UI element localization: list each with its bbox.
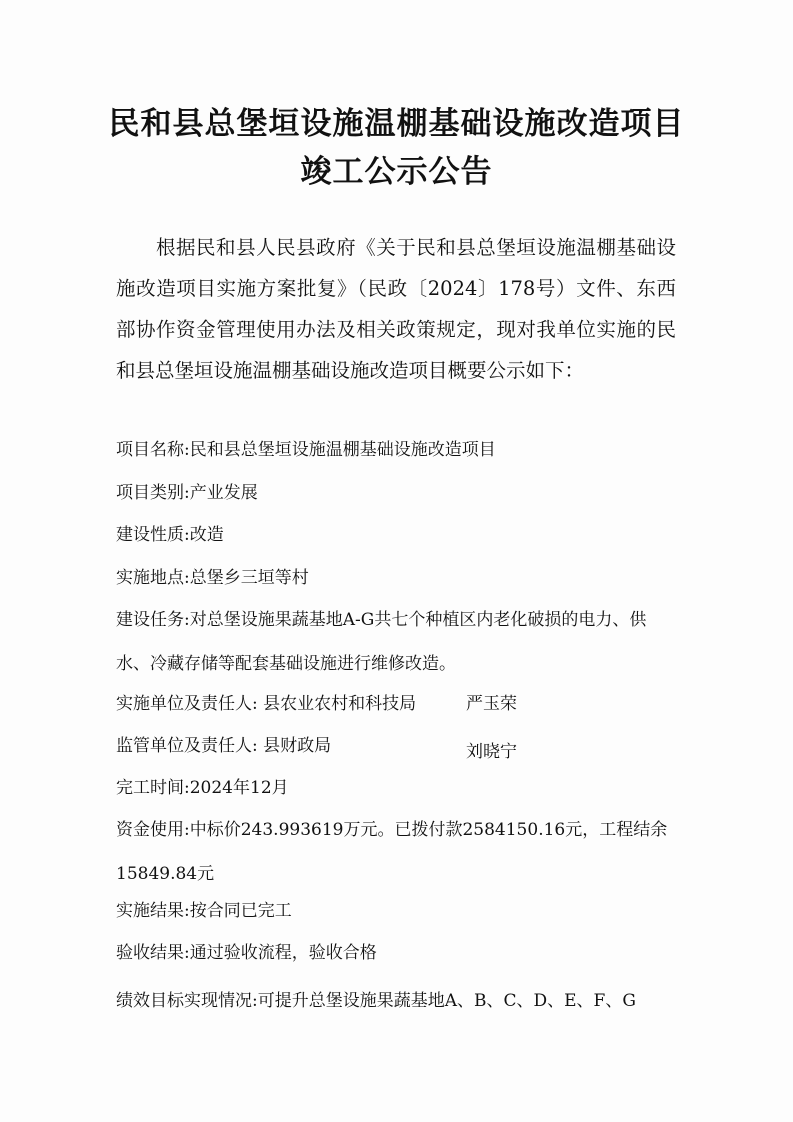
field-construction-nature [116, 519, 224, 551]
field-implementation-result [116, 895, 292, 927]
field-value: 县财政局 [263, 736, 332, 756]
field-label: 实施地点: [116, 568, 190, 588]
field-value: 按合同已完工 [189, 901, 292, 921]
field-acceptance-result [116, 937, 377, 969]
field-label: 建设任务: [116, 610, 190, 630]
field-value: 总堡乡三垣等村 [189, 568, 309, 588]
field-supervising-unit [116, 730, 517, 762]
responsible-person: 严玉荣 [466, 694, 517, 714]
field-value: 可提升总堡设施果蔬基地A、B、C、D、E、F、G [257, 991, 636, 1011]
field-location [116, 562, 309, 594]
field-label: 实施结果: [116, 901, 190, 921]
field-value: 改造 [189, 525, 224, 545]
field-completion-time [116, 772, 289, 804]
responsible-person: 刘晓宁 [466, 742, 517, 762]
field-value: 中标价243.993619万元。已拨付款2584150.16元，工程结余15849.84元 [116, 820, 668, 884]
field-construction-task [116, 598, 676, 686]
field-value: 民和县总堡垣设施温棚基础设施改造项目 [189, 440, 496, 460]
field-value: 对总堡设施果蔬基地A-G共七个种植区内老化破损的电力、供水、冷藏存储等配套基础设施进行维修改造。 [116, 610, 647, 674]
field-label: 建设性质: [116, 525, 190, 545]
intro-paragraph: 根据民和县人民县政府《关于民和县总堡垣设施温棚基础设施改造项目实施方案批复》（民政〔2024〕178号）文件、东西部协作资金管理使用办法及相关政策规定，现对我单位实施的民和县总堡垣设施温棚基础设施改造项目概要公示如下： [116, 236, 676, 382]
document-title-line2: 竣工公示公告 [300, 154, 493, 190]
field-label: 绩效目标实现情况: [116, 991, 258, 1011]
field-label: 完工时间: [116, 778, 190, 798]
field-fund-usage [116, 808, 676, 896]
field-project-name [116, 434, 496, 466]
document-title-line1: 民和县总堡垣设施温棚基础设施改造项目 [108, 106, 685, 142]
field-value: 县农业农村和科技局 [263, 694, 417, 714]
field-performance-goal [116, 985, 636, 1017]
field-label: 验收结果: [116, 943, 190, 963]
field-label: 资金使用: [116, 820, 190, 840]
field-value: 通过验收流程，验收合格 [189, 943, 377, 963]
field-implementing-unit [116, 688, 517, 720]
field-value: 产业发展 [189, 483, 258, 503]
field-label: 项目名称: [116, 440, 190, 460]
field-label: 项目类别: [116, 483, 190, 503]
field-value: 2024年12月 [189, 778, 289, 798]
field-label: 实施单位及责任人: [116, 694, 258, 714]
field-label: 监管单位及责任人: [116, 736, 258, 756]
field-project-category [116, 477, 258, 509]
